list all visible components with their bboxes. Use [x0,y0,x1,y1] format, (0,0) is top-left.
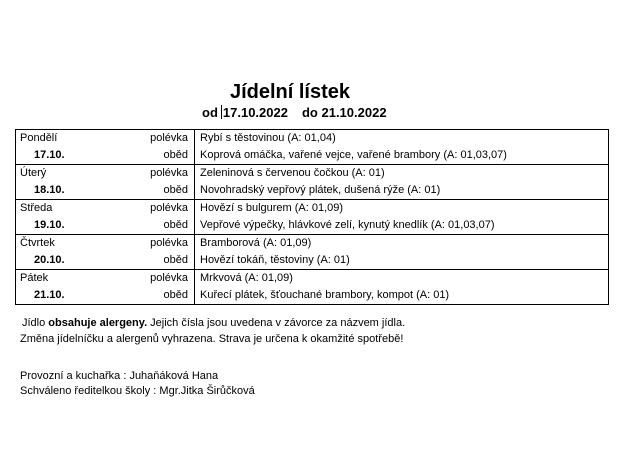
from-date: 17.10.2022 [222,105,288,120]
soup-item: Mrkvová (A: 01,09) [195,270,609,288]
day-row-thursday-soup [16,235,609,253]
text-cursor [221,105,222,119]
day-row-friday-lunch [16,287,609,305]
lunch-item: Hovězí tokáň, těstoviny (A: 01) [195,252,609,270]
lunch-label: oběd [114,287,195,305]
day-row-tuesday-soup [16,165,609,183]
lunch-label: oběd [114,147,195,165]
approval-line: Schváleno ředitelkou školy : Mgr.Jitka Širůčková [20,385,255,397]
menu-table [15,129,609,305]
day-name: Pondělí [16,130,115,148]
soup-item: Hovězí s bulgurem (A: 01,09) [195,200,609,218]
day-name: Čtvrtek [16,235,115,253]
day-row-wednesday-lunch [16,217,609,235]
allergen-note [22,316,405,330]
lunch-item: Novohradský vepřový plátek, dušená rýže (A: 01) [195,182,609,200]
allergen-suffix: Jejich čísla jsou uvedena v závorce za názvem jídla. [147,317,406,329]
lunch-label: oběd [114,217,195,235]
cook-line: Provozní a kuchařka : Juhaňáková Hana [20,370,219,382]
day-row-wednesday-soup [16,200,609,218]
day-name: Úterý [16,165,115,183]
soup-item: Rybí s těstovinou (A: 01,04) [195,130,609,148]
menu-title-text: Jídelní lístek [229,81,351,103]
lunch-label: oběd [114,182,195,200]
day-date: 21.10. [16,287,115,305]
day-row-thursday-lunch [16,252,609,270]
to-label: do [301,105,318,120]
date-range [202,104,387,122]
day-name: Středa [16,200,115,218]
from-label: od [202,105,218,120]
soup-label: polévka [114,200,195,218]
menu-title [0,80,580,104]
day-row-monday-soup [16,130,609,148]
day-date: 18.10. [16,182,115,200]
day-date: 19.10. [16,217,115,235]
allergen-prefix: Jídlo [22,317,49,329]
to-date: 21.10.2022 [321,105,387,120]
soup-item: Bramborová (A: 01,09) [195,235,609,253]
lunch-item: Koprová omáčka, vařené vejce, vařené brambory (A: 01,03,07) [195,147,609,165]
day-date: 20.10. [16,252,115,270]
change-notice: Změna jídelníčku a alergenů vyhrazena. Strava je určena k okamžité spotřebě! [20,333,404,345]
soup-label: polévka [114,165,195,183]
lunch-label: oběd [114,252,195,270]
soup-item: Zeleninová s červenou čočkou (A: 01) [195,165,609,183]
allergen-bold: obsahuje alergeny. [48,317,148,329]
soup-label: polévka [114,130,195,148]
day-row-monday-lunch [16,147,609,165]
soup-label: polévka [114,235,195,253]
day-row-friday-soup [16,270,609,288]
day-name: Pátek [16,270,115,288]
day-date: 17.10. [16,147,115,165]
soup-label: polévka [114,270,195,288]
day-row-tuesday-lunch [16,182,609,200]
lunch-item: Kuřecí plátek, šťouchané brambory, kompot (A: 01) [195,287,609,305]
lunch-item: Vepřové výpečky, hlávkové zelí, kynutý knedlík (A: 01,03,07) [195,217,609,235]
